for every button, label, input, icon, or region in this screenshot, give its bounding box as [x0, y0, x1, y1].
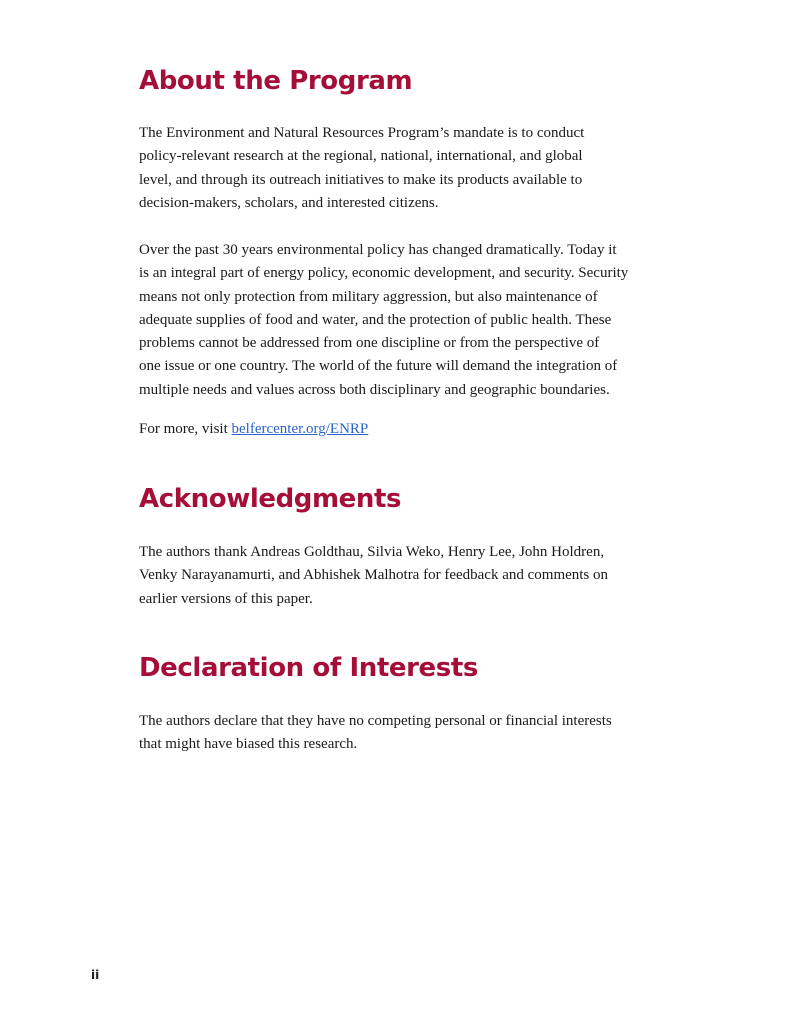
text-line: level, and through its outreach initiatives to make its products available to [139, 171, 583, 188]
text-line: The Environment and Natural Resources Program’s mandate is to conduct [139, 125, 585, 141]
text-line: adequate supplies of food and water, and the protection of public health. These [139, 311, 612, 328]
about-paragraph-1 [139, 122, 649, 215]
text-line: decision-makers, scholars, and interested citizens. [139, 194, 439, 211]
text-line: that might have biased this research. [139, 736, 358, 753]
more-prefix: For more, visit [139, 421, 232, 437]
about-heading: About the Program [139, 66, 413, 96]
text-line: earlier versions of this paper. [139, 590, 313, 607]
page-number: ii [91, 968, 100, 982]
text-line: Over the past 30 years environmental policy has changed dramatically. Today it [139, 242, 617, 258]
text-line: means not only protection from military aggression, but also maintenance of [139, 288, 598, 305]
acknowledgments-paragraph [139, 541, 649, 611]
text-line: problems cannot be addressed from one discipline or from the perspective of [139, 335, 600, 352]
text-line: Venky Narayanamurti, and Abhishek Malhotra for feedback and comments on [139, 567, 609, 584]
text-line: multiple needs and values across both disciplinary and geographic boundaries. [139, 381, 610, 398]
declaration-paragraph [139, 710, 649, 757]
declaration-heading: Declaration of Interests [139, 653, 478, 683]
text-line [139, 418, 649, 441]
text-line: policy-relevant research at the regional, national, international, and global [139, 148, 583, 165]
text-line: The authors thank Andreas Goldthau, Silvia Weko, Henry Lee, John Holdren, [139, 544, 605, 560]
text-line: The authors declare that they have no competing personal or financial interests [139, 713, 612, 729]
text-line: one issue or one country. The world of the future will demand the integration of [139, 358, 618, 375]
text-line: is an integral part of energy policy, economic development, and security. Security [139, 265, 629, 282]
about-paragraph-2 [139, 239, 649, 402]
more-info-paragraph [139, 418, 649, 441]
acknowledgments-heading: Acknowledgments [139, 484, 402, 514]
enrp-link[interactable]: belfercenter.org/ENRP [231, 421, 369, 437]
